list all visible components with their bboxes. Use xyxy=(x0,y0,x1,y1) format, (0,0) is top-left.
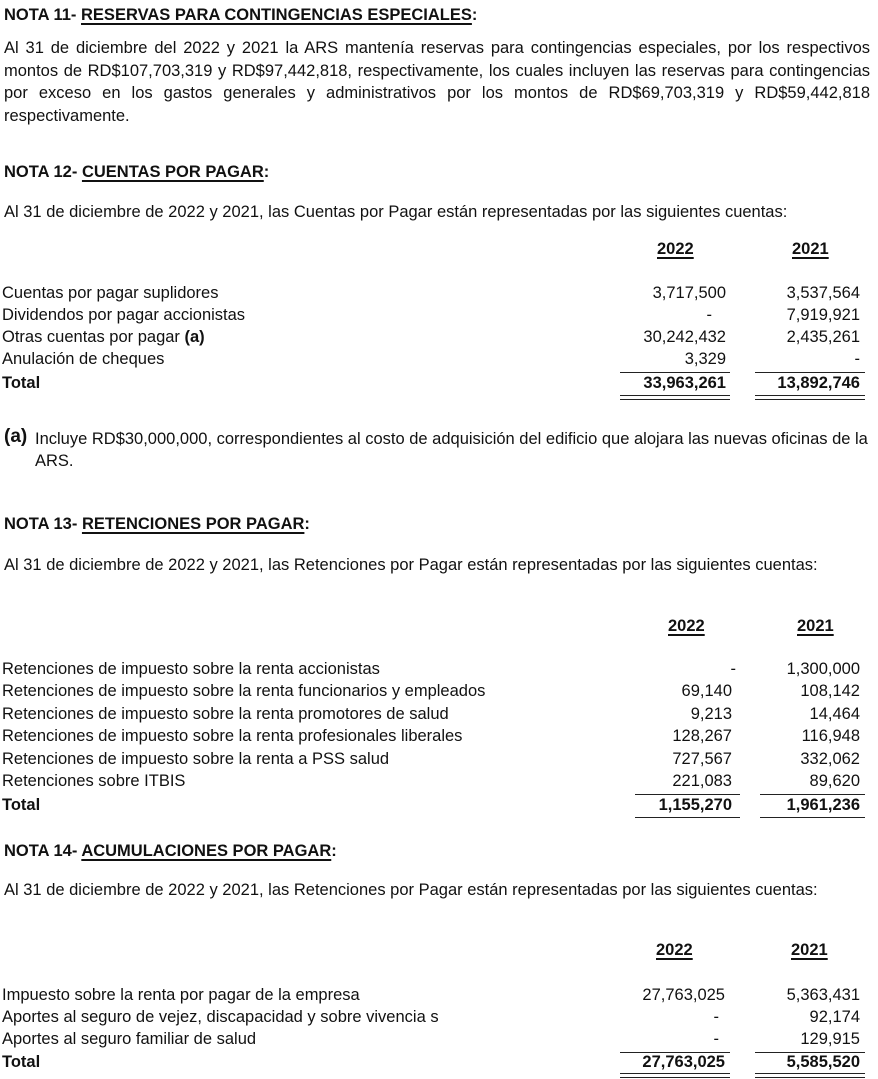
value-2021: 1,300,000 xyxy=(786,660,860,678)
value-2022: - xyxy=(730,660,736,678)
nota-12-intro: Al 31 de diciembre de 2022 y 2021, las Cuentas por Pagar están representadas por las siguientes cuentas: xyxy=(4,203,788,221)
value-2021: 129,915 xyxy=(800,1030,860,1048)
value-2021: 7,919,921 xyxy=(786,306,860,324)
nota-14-colon: : xyxy=(331,842,337,860)
row-label: Aportes al seguro de vejez, discapacidad y sobre vivencia s xyxy=(2,1008,439,1026)
row-label: Retenciones de impuesto sobre la renta promotores de salud xyxy=(2,705,449,723)
subtotal-rule-2021 xyxy=(760,794,865,795)
table-row xyxy=(2,682,872,704)
nota-14-year-2021: 2021 xyxy=(791,941,828,959)
total-double-rule-2022 xyxy=(620,1073,730,1078)
nota-12-title xyxy=(4,163,269,182)
nota-11-title xyxy=(4,6,477,25)
total-rule-2021 xyxy=(760,817,865,818)
value-2022: 27,763,025 xyxy=(642,986,725,1004)
footnote-mark: (a) xyxy=(4,426,28,447)
nota-14-year-2022: 2022 xyxy=(656,941,693,959)
row-label: Anulación de cheques xyxy=(2,350,165,368)
total-row xyxy=(2,1053,872,1075)
value-2022: 3,717,500 xyxy=(652,284,726,302)
nota-14-title xyxy=(4,842,337,861)
value-2022: 69,140 xyxy=(681,682,732,700)
row-label xyxy=(2,328,205,347)
table-row xyxy=(2,660,872,682)
row-label-text: Otras cuentas por pagar xyxy=(2,328,185,346)
table-row xyxy=(2,727,872,749)
value-2022: - xyxy=(713,1030,719,1048)
value-2021: 89,620 xyxy=(809,772,860,790)
table-row xyxy=(2,350,872,372)
subtotal-rule-2022 xyxy=(620,372,730,373)
total-2021: 13,892,746 xyxy=(777,374,860,392)
row-label: Retenciones de impuesto sobre la renta funcionarios y empleados xyxy=(2,682,486,700)
nota-13-title xyxy=(4,515,310,534)
nota-13-year-2021: 2021 xyxy=(797,617,834,635)
total-row xyxy=(2,374,872,396)
value-2022: 128,267 xyxy=(672,727,732,745)
nota-13-label: NOTA 13- xyxy=(4,515,82,533)
row-label: Impuesto sobre la renta por pagar de la empresa xyxy=(2,986,360,1004)
table-row xyxy=(2,1030,872,1052)
nota-11-label: NOTA 11- xyxy=(4,6,82,24)
value-2021: 116,948 xyxy=(801,727,860,745)
row-label: Retenciones sobre ITBIS xyxy=(2,772,186,790)
nota-14-label: NOTA 14- xyxy=(4,842,82,860)
total-rule-2022 xyxy=(635,817,740,818)
row-label: Retenciones de impuesto sobre la renta profesionales liberales xyxy=(2,727,463,745)
value-2022: - xyxy=(713,1008,719,1026)
value-2021: 92,174 xyxy=(809,1008,860,1026)
nota-13-intro: Al 31 de diciembre de 2022 y 2021, las Retenciones por Pagar están representadas por las siguientes cuentas: xyxy=(4,556,818,574)
value-2022: 727,567 xyxy=(672,750,732,768)
row-label: Dividendos por pagar accionistas xyxy=(2,306,246,324)
nota-14-intro: Al 31 de diciembre de 2022 y 2021, las Retenciones por Pagar están representadas por las siguientes cuentas: xyxy=(4,881,818,899)
total-2022: 27,763,025 xyxy=(642,1053,725,1071)
nota-12-year-2021: 2021 xyxy=(792,240,829,258)
subtotal-rule-2021 xyxy=(755,372,865,373)
total-double-rule-2022 xyxy=(620,395,730,400)
total-double-rule-2021 xyxy=(755,395,865,400)
nota-12-colon: : xyxy=(263,163,270,181)
nota-12-heading: CUENTAS POR PAGAR xyxy=(81,163,264,181)
value-2022: - xyxy=(706,306,712,324)
total-2022: 33,963,261 xyxy=(643,374,726,392)
value-2021: 108,142 xyxy=(800,682,860,700)
footnote-text: Incluye RD$30,000,000, correspondientes al costo de adquisición del edificio que alojara las nuevas oficinas de la ARS. xyxy=(35,430,868,470)
table-row xyxy=(2,772,872,794)
nota-11-paragraph: Al 31 de diciembre del 2022 y 2021 la ARS mantenía reservas para contingencias especiales, por los respectivos montos de RD$107,703,319 y RD$97,442,818, respectivamente, los cuales incluyen las reservas para contingencias por exceso en los gastos generales y administrativos por los montos de RD$69,703,319 y RD$59,442,818 respectivamente. xyxy=(4,39,870,125)
value-2022: 3,329 xyxy=(684,350,726,368)
table-row xyxy=(2,328,872,350)
total-2021: 5,585,520 xyxy=(786,1053,860,1071)
total-row xyxy=(2,796,872,818)
table-row xyxy=(2,1008,872,1030)
table-row xyxy=(2,986,872,1008)
total-label: Total xyxy=(2,374,41,392)
subtotal-rule-2022 xyxy=(635,794,740,795)
total-label: Total xyxy=(2,1053,41,1071)
row-label: Cuentas por pagar suplidores xyxy=(2,284,219,302)
value-2022: 9,213 xyxy=(690,705,732,723)
footnote-ref: (a) xyxy=(184,328,205,346)
row-label: Aportes al seguro familiar de salud xyxy=(2,1030,257,1048)
nota-11-heading: RESERVAS PARA CONTINGENCIAS ESPECIALES xyxy=(81,6,472,24)
nota-11-colon: : xyxy=(471,6,478,24)
total-2021: 1,961,236 xyxy=(786,796,860,814)
total-label: Total xyxy=(2,796,41,814)
total-double-rule-2021 xyxy=(755,1073,865,1078)
nota-13-colon: : xyxy=(304,515,310,533)
value-2021: 2,435,261 xyxy=(786,328,860,346)
row-label: Retenciones de impuesto sobre la renta accionistas xyxy=(2,660,380,678)
value-2021: 5,363,431 xyxy=(786,986,860,1004)
value-2021: 3,537,564 xyxy=(786,284,860,302)
value-2022: 221,083 xyxy=(672,772,732,790)
nota-12-year-2022: 2022 xyxy=(657,240,694,258)
table-row xyxy=(2,284,872,306)
value-2021: 332,062 xyxy=(800,750,860,768)
value-2022: 30,242,432 xyxy=(643,328,726,346)
row-label: Retenciones de impuesto sobre la renta a PSS salud xyxy=(2,750,390,768)
table-row xyxy=(2,705,872,727)
nota-14-heading: ACUMULACIONES POR PAGAR xyxy=(81,842,332,860)
nota-13-heading: RETENCIONES POR PAGAR xyxy=(81,515,305,533)
table-row xyxy=(2,750,872,772)
total-2022: 1,155,270 xyxy=(658,796,732,814)
nota-12-label: NOTA 12- xyxy=(4,163,82,181)
nota-13-year-2022: 2022 xyxy=(668,617,705,635)
value-2021: 14,464 xyxy=(809,705,860,723)
value-2021: - xyxy=(854,350,860,368)
table-row xyxy=(2,306,872,328)
